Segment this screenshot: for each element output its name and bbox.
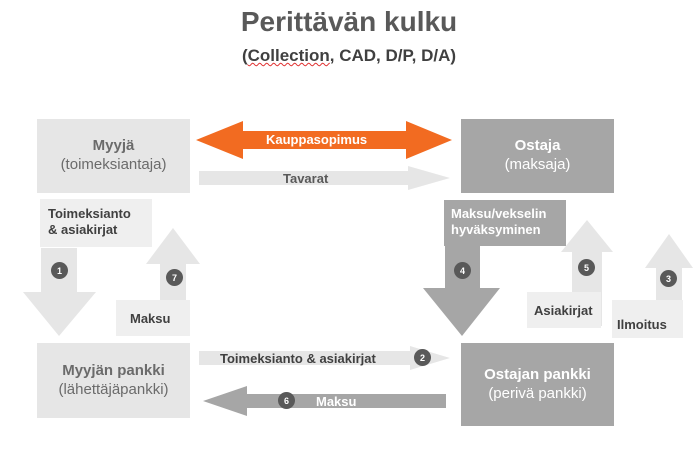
step5-badge: 5 bbox=[578, 259, 595, 276]
step3-label: Ilmoitus bbox=[617, 317, 667, 332]
seller-bank-box bbox=[37, 343, 190, 418]
seller-bank-name: Myyjän pankki bbox=[62, 361, 165, 379]
seller-name: Myyjä bbox=[92, 137, 135, 155]
buyer-bank-name: Ostajan pankki bbox=[484, 365, 591, 383]
step6-badge: 6 bbox=[278, 392, 295, 409]
step2-badge: 2 bbox=[414, 349, 431, 366]
step7-badge: 7 bbox=[166, 269, 183, 286]
step2-label: Toimeksianto & asiakirjat bbox=[220, 351, 376, 366]
diagram-subtitle bbox=[0, 46, 698, 66]
seller-role: (toimeksiantaja) bbox=[60, 156, 167, 173]
subtitle-collection: Collection bbox=[247, 46, 330, 65]
step4-label bbox=[451, 206, 546, 239]
buyer-box bbox=[461, 119, 614, 193]
contract-label: Kauppasopimus bbox=[266, 132, 368, 147]
goods-label: Tavarat bbox=[283, 171, 329, 186]
buyer-role: (maksaja) bbox=[504, 156, 571, 173]
step6-label: Maksu bbox=[316, 394, 357, 409]
subtitle-rest: , CAD, D/P, D/A) bbox=[329, 46, 457, 65]
step7-label: Maksu bbox=[130, 311, 171, 326]
step1-label-line1: Toimeksianto bbox=[48, 206, 131, 221]
step4-badge: 4 bbox=[454, 262, 471, 279]
step1-badge: 1 bbox=[51, 262, 68, 279]
buyer-bank-box bbox=[461, 343, 614, 426]
buyer-name: Ostaja bbox=[514, 137, 561, 155]
step4-label-line2: hyväksyminen bbox=[451, 222, 541, 238]
seller-bank-role: (lähettäjäpankki) bbox=[58, 380, 169, 398]
step3-badge: 3 bbox=[660, 270, 677, 287]
step4-label-line1: Maksu/vekselin bbox=[451, 206, 547, 221]
subtitle-open: ( bbox=[241, 46, 248, 65]
buyer-bank-role: (perivä pankki) bbox=[488, 384, 587, 402]
step1-label-line2: & asiakirjat bbox=[48, 222, 118, 238]
diagram-title: Perittävän kulku bbox=[240, 6, 458, 37]
step1-label bbox=[48, 206, 131, 239]
seller-box bbox=[37, 119, 190, 193]
step5-label: Asiakirjat bbox=[534, 303, 593, 318]
